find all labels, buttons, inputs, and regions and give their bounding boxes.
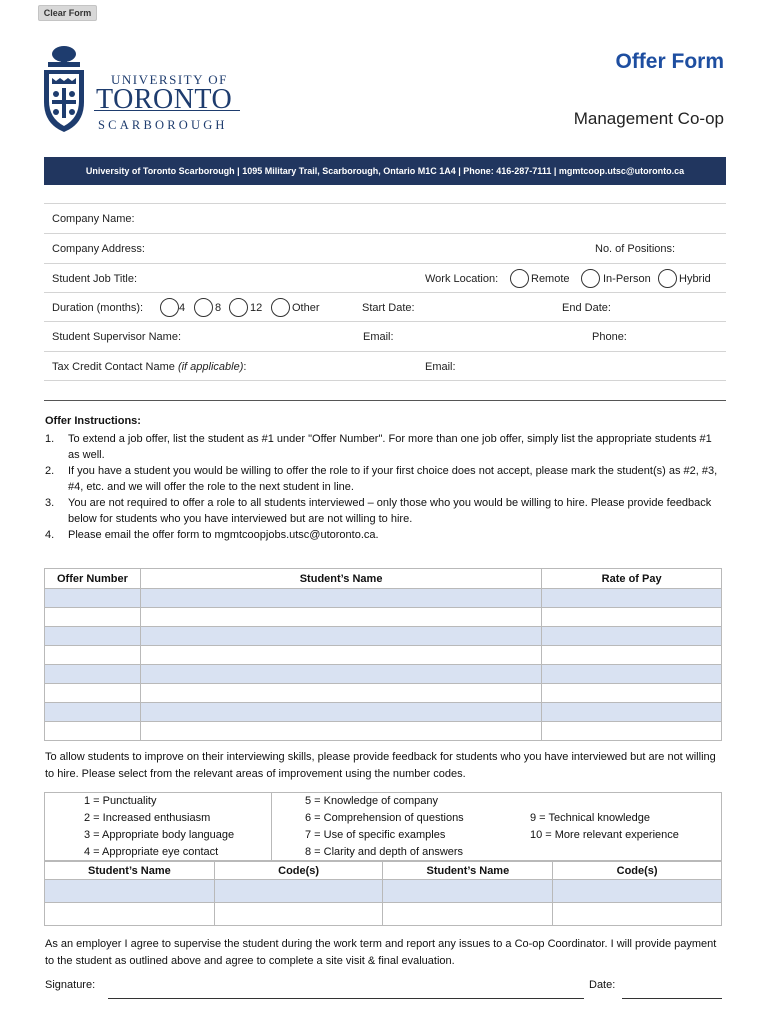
table-row[interactable] [45,589,722,608]
contact-banner: University of Toronto Scarborough | 1095 Military Trail, Scarborough, Ontario M1C 1A4 | Phone: 416-287-7111 | mgmtcoop.utsc@utoronto.ca [44,157,726,185]
feedback-instructions: To allow students to improve on their interviewing skills, please provide feedback for students who you have interviewed but are not willing to hire. Please select from the relevant areas of improvement using the number codes. [45,751,716,780]
fb-student-name-header: Student’s Name [45,862,215,880]
fb-cell[interactable] [45,880,215,903]
codes-column-2: 5 = Knowledge of company 6 = Comprehension of questions 7 = Use of specific examples 8 = Clarity and depth of answers [305,795,464,858]
job-title-label: Student Job Title: [52,273,137,285]
duration-8-radio[interactable] [194,298,213,317]
supervisor-label: Student Supervisor Name: [52,331,182,343]
end-date-label: End Date: [562,302,611,314]
student-name-header: Student’s Name [140,569,541,589]
company-address-row[interactable] [44,233,726,263]
duration-other-radio[interactable] [271,298,290,317]
job-title-row[interactable] [44,263,726,293]
offer-table [44,568,722,741]
student-name-cell[interactable] [140,703,541,722]
rate-cell[interactable] [542,646,722,665]
supervisor-email-label: Email: [363,331,394,343]
table-row[interactable] [45,684,722,703]
table-row[interactable] [45,722,722,741]
duration-12-label: 12 [250,302,263,314]
date-label: Date: [589,979,616,991]
table-row[interactable] [45,703,722,722]
student-name-cell[interactable] [140,589,541,608]
clear-form-button[interactable]: Clear Form [38,5,97,21]
rate-cell[interactable] [542,608,722,627]
tax-email-label: Email: [425,361,456,373]
company-address-label: Company Address: [52,243,145,255]
rate-cell[interactable] [542,684,722,703]
offer-number-cell[interactable] [45,627,141,646]
rate-of-pay-header: Rate of Pay [542,569,722,589]
duration-other-label: Other [292,302,320,314]
duration-4-label: 4 [179,302,186,314]
hybrid-label: Hybrid [679,273,711,285]
offer-number-cell[interactable] [45,722,141,741]
instruction-item: 3. You are not required to offer a role to all students interviewed – only those who you would be willing to hire. Please provide feedback below for students who you have interviewed but are not willing to hire. [45,497,712,525]
offer-number-cell[interactable] [45,703,141,722]
offer-number-cell[interactable] [45,608,141,627]
student-name-cell[interactable] [140,665,541,684]
hybrid-radio[interactable] [658,269,677,288]
in-person-label: In-Person [603,273,651,285]
fb-cell[interactable] [383,880,553,903]
section-divider [44,400,726,401]
rate-cell[interactable] [542,703,722,722]
student-name-cell[interactable] [140,722,541,741]
offer-number-cell[interactable] [45,646,141,665]
student-name-cell[interactable] [140,608,541,627]
instructions-title: Offer Instructions: [45,415,141,427]
fb-cell[interactable] [45,903,215,926]
instruction-item: 4. Please email the offer form to mgmtcoopjobs.utsc@utoronto.ca. [45,529,379,541]
rate-cell[interactable] [542,665,722,684]
logo-university-of: UNIVERSITY OF [111,72,228,87]
rate-cell[interactable] [542,722,722,741]
fb-cell[interactable] [553,880,722,903]
fb-cell[interactable] [553,903,722,926]
duration-row[interactable] [44,292,726,322]
student-name-cell[interactable] [140,627,541,646]
tax-contact-label: Tax Credit Contact Name (if applicable): [52,361,247,373]
fb-cell[interactable] [214,880,383,903]
signature-label: Signature: [45,979,96,991]
duration-8-label: 8 [215,302,222,314]
positions-label: No. of Positions: [595,243,676,255]
offer-number-cell[interactable] [45,684,141,703]
page-subtitle: Management Co-op [573,109,724,128]
student-name-cell[interactable] [140,684,541,703]
rate-cell[interactable] [542,589,722,608]
supervisor-row[interactable] [44,321,726,351]
fb-cell[interactable] [383,903,553,926]
employer-agreement: As an employer I agree to supervise the student during the work term and report any issues to a Co-op Coordinator. I will provide payment to the student as outlined above and agree to complete a site visit & final evaluation. [45,938,717,967]
page-title: Offer Form [615,50,724,73]
codes-divider [271,793,272,860]
codes-column-3: 9 = Technical knowledge 10 = More relevant experience [530,812,679,841]
instruction-item: 1. To extend a job offer, list the student as #1 under "Offer Number". For more than one job offer, simply list the appropriate students #1 as well. [45,433,712,461]
in-person-radio[interactable] [581,269,600,288]
duration-label: Duration (months): [52,302,144,314]
work-location-label: Work Location: [425,273,499,285]
logo-scarborough: SCARBOROUGH [98,118,228,132]
table-row[interactable] [45,608,722,627]
feedback-table [44,861,722,926]
fb-cell[interactable] [214,903,383,926]
duration-12-radio[interactable] [229,298,248,317]
remote-radio[interactable] [510,269,529,288]
tax-contact-row[interactable] [44,351,726,381]
duration-4-radio[interactable] [160,298,179,317]
rate-cell[interactable] [542,627,722,646]
company-name-row[interactable] [44,203,726,233]
start-date-label: Start Date: [362,302,415,314]
table-row[interactable] [45,880,722,903]
company-name-label: Company Name: [52,213,135,225]
fb-codes-header-2: Code(s) [553,862,722,880]
supervisor-phone-label: Phone: [592,331,627,343]
table-row[interactable] [45,646,722,665]
codes-column-1: 1 = Punctuality 2 = Increased enthusiasm 3 = Appropriate body language 4 = Appropriate eye contact [84,795,235,858]
fb-codes-header: Code(s) [214,862,383,880]
table-row[interactable] [45,903,722,926]
offer-number-cell[interactable] [45,665,141,684]
logo-toronto: TORONTO [96,84,233,115]
signature-line[interactable] [108,998,584,999]
offer-number-cell[interactable] [45,589,141,608]
fb-student-name-header-2: Student’s Name [383,862,553,880]
instruction-item: 2. If you have a student you would be willing to offer the role to if your first choice does not accept, please mark the student(s) as #2, #3, #4, etc. and we will offer the role to the next student in line. [45,465,718,493]
table-row[interactable] [45,665,722,684]
date-line[interactable] [622,998,722,999]
table-row[interactable] [45,627,722,646]
offer-number-header: Offer Number [45,569,141,589]
improvement-codes-box [44,792,722,861]
student-name-cell[interactable] [140,646,541,665]
remote-label: Remote [531,273,570,285]
